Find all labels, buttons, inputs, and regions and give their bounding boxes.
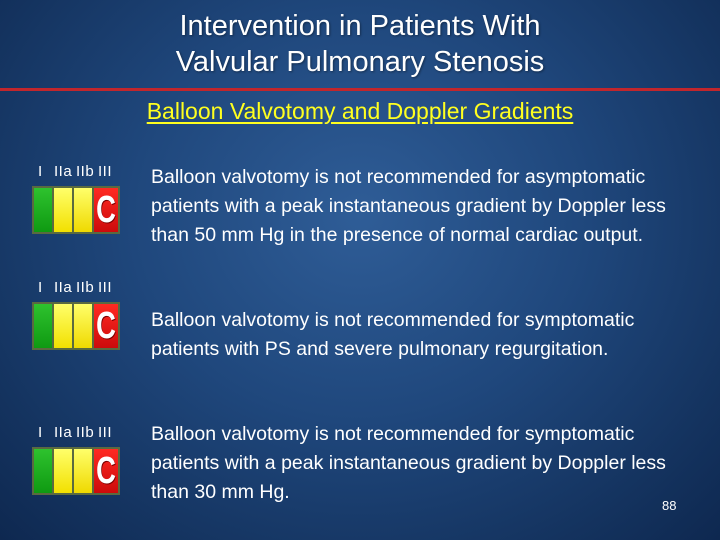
class-label-iia: IIa (54, 424, 73, 441)
class-label-iib: IIb (76, 279, 95, 296)
class-labels (38, 424, 112, 441)
recommendation-class-bar (32, 447, 120, 495)
recommendation-class-bar (32, 302, 120, 350)
level-of-evidence-badge: C (96, 304, 116, 347)
slide-title-line-1: Intervention in Patients With (179, 10, 541, 42)
class-i-segment (34, 449, 54, 493)
recommendation-text: Balloon valvotomy is not recommended for symptomatic patients with a peak instantaneous gradient by Doppler less than 30 mm Hg. (151, 423, 666, 503)
class-label-iia: IIa (54, 279, 73, 296)
class-label-iii: III (98, 424, 113, 441)
slide-subtitle: Balloon Valvotomy and Doppler Gradients (146, 98, 574, 124)
class-iib-segment (74, 304, 94, 348)
class-iia-segment (54, 449, 74, 493)
class-label-iib: IIb (76, 163, 95, 180)
recommendation-text: Balloon valvotomy is not recommended for symptomatic patients with PS and severe pulmonary regurgitation. (151, 309, 635, 360)
class-label-i: I (38, 279, 43, 296)
recommendation-3 (0, 424, 720, 534)
level-of-evidence-badge: C (96, 188, 116, 231)
class-labels (38, 163, 112, 180)
class-iib-segment (74, 188, 94, 232)
recommendation-2 (0, 279, 720, 389)
class-i-segment (34, 188, 54, 232)
level-of-evidence-badge: C (96, 449, 116, 492)
class-labels (38, 279, 112, 296)
slide-title-line-2: Valvular Pulmonary Stenosis (175, 46, 545, 78)
class-label-i: I (38, 163, 43, 180)
page-number: 88 (662, 498, 677, 513)
class-label-iib: IIb (76, 424, 95, 441)
recommendation-text: Balloon valvotomy is not recommended for asymptomatic patients with a peak instantaneous gradient by Doppler less than 50 mm Hg in the presence of normal cardiac output. (151, 166, 666, 246)
recommendation-1 (0, 163, 720, 273)
slide-title (0, 8, 720, 80)
class-label-iii: III (98, 279, 113, 296)
class-iii-segment (94, 188, 118, 232)
class-iib-segment (74, 449, 94, 493)
title-divider (0, 88, 720, 91)
class-iii-segment (94, 449, 118, 493)
class-label-iia: IIa (54, 163, 73, 180)
class-iia-segment (54, 188, 74, 232)
class-label-i: I (38, 424, 43, 441)
class-label-iii: III (98, 163, 113, 180)
recommendation-class-bar (32, 186, 120, 234)
class-iii-segment (94, 304, 118, 348)
class-i-segment (34, 304, 54, 348)
class-iia-segment (54, 304, 74, 348)
